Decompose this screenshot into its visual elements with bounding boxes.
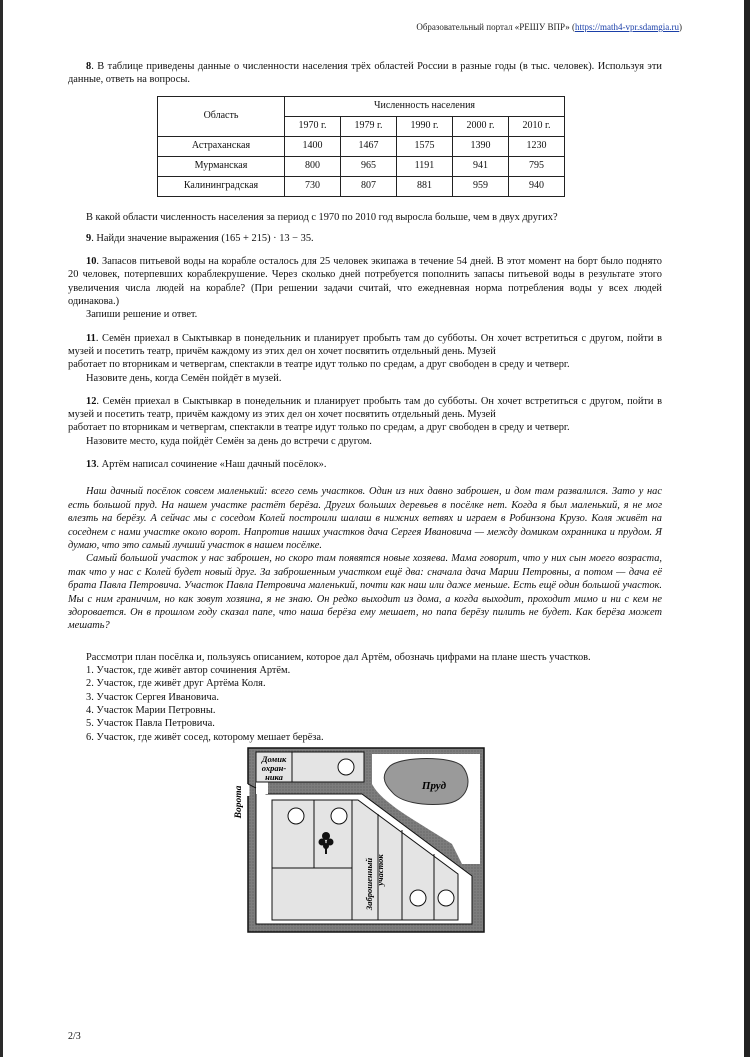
- value-cell: 1390: [453, 136, 509, 156]
- value-cell: 965: [341, 156, 397, 176]
- portal-name: Образовательный портал «РЕШУ ВПР» (: [416, 22, 575, 32]
- table-row: [158, 136, 565, 156]
- task12-text2: работает по вторникам и четвергам, спектакли в театре идут только по средам, а друг свободен в среду и четверг.: [68, 422, 570, 434]
- list-item: 3. Участок Сергея Ивановича.: [86, 691, 219, 703]
- page-number: 2/3: [68, 1031, 81, 1042]
- year-cell: 2010 г.: [509, 116, 565, 136]
- value-cell: 1400: [285, 136, 341, 156]
- task11-question: Назовите день, когда Семён пойдёт в музей.: [86, 372, 282, 384]
- list-item: 4. Участок Марии Петровны.: [86, 705, 216, 716]
- task11-text: . Семён приехал в Сыктывкар в понедельник и планирует пробыть там до субботы. Он хочет встретиться с другом, пойти в музей и посетить театр, причём каждому из этих дел он хочет посвятить отдельный день. Музей: [68, 332, 662, 357]
- guard-house-label: ника: [265, 772, 283, 782]
- value-cell: 795: [509, 156, 565, 176]
- abandoned-label: Заброшенный: [364, 857, 374, 911]
- population-table: [157, 96, 565, 197]
- task12-text: . Семён приехал в Сыктывкар в понедельник и планирует пробыть там до субботы. Он хочет встретиться с другом, пойти в музей и посетить театр, причём каждому из этих дел он хочет посвятить отдельный день. Музей: [68, 395, 662, 421]
- task9: [68, 232, 662, 245]
- plot-marker-circle[interactable]: [288, 808, 304, 824]
- table-row: [158, 176, 565, 196]
- plot-marker-circle[interactable]: [410, 890, 426, 906]
- task8-text: . В таблице приведены данные о численности населения трёх областей России в разные годы (в тыс. человек). Используя эти данные, ответь на вопросы.: [68, 61, 662, 86]
- value-cell: 730: [285, 176, 341, 196]
- value-cell: 1575: [397, 136, 453, 156]
- pond-label: Пруд: [421, 780, 447, 792]
- table-row: [158, 156, 565, 176]
- task12-question: Назовите место, куда пойдёт Семён за день до встречи с другом.: [86, 435, 372, 447]
- task11-number: 11: [86, 332, 96, 344]
- task13: [68, 458, 662, 471]
- task9-text: . Найди значение выражения (165 + 215) · 13 − 35.: [91, 232, 314, 244]
- guard-house-label: Домик: [261, 754, 287, 764]
- task10-answer: Запиши решение и ответ.: [86, 309, 198, 321]
- year-cell: 1990 г.: [397, 116, 453, 136]
- plan-gate-road: [256, 782, 268, 794]
- plot-marker-circle[interactable]: [331, 808, 347, 824]
- plot-marker-circle[interactable]: [338, 759, 354, 775]
- plot-marker-circle[interactable]: [438, 890, 454, 906]
- abandoned-label: участок: [375, 854, 385, 886]
- value-cell: 940: [509, 176, 565, 196]
- year-cell: 2000 г.: [453, 116, 509, 136]
- essay-paragraph-1: Наш дачный посёлок совсем маленький: всего семь участков. Один из них давно заброшен, и дом там развалился. Зато у нас есть большой пруд. На нашем участке растёт берёза. Других больших деревьев в посёлке нет. Когда я был маленький, я не мог влезть на берёзу. А сейчас мы с соседом Колей построили шалаш в нижних ветвях и играем в Робинзона Крузо. Коля живёт на соседнем с нами участке около ворот. Напротив наших участков дача Сергея Ивановича — между домиком охранника и прудом. Я думаю, что это самый лучший участок в нашем посёлке.: [68, 486, 662, 551]
- region-cell: Калининградская: [158, 176, 285, 196]
- essay-paragraph-2: Самый большой участок у нас заброшен, но скоро там появятся новые хозяева. Мама говорит, что у них сын моего возраста, так что у нас с Колей будет новый друг. За заброшенным участком ещё два: сначала дача Марии Петровны, а потом — дача её брата Павла Петровича. Участок Павла Петровича маленький, почти как наш или даже меньше. Есть ещё один большой участок. Мы с ним граничим, но как зовут хозяина, я не знаю. Он редко выходит из дома, а когда выходит, проходит мимо и ни с кем не здоровается. Он в прошлом году сказал папе, что наша берёза ему мешает, но папа берёзу пилить не будет. Как берёза может мешать?: [68, 553, 662, 632]
- header-population: Численность населения: [285, 96, 565, 116]
- task13-title: . Артём написал сочинение «Наш дачный посёлок».: [96, 459, 327, 471]
- value-cell: 1230: [509, 136, 565, 156]
- task11-text2: работает по вторникам и четвергам, спектакли в театре идут только по средам, а друг свободен в среду и четверг.: [68, 359, 570, 371]
- task10: [68, 255, 662, 308]
- list-item: 1. Участок, где живёт автор сочинения Артём.: [86, 665, 291, 677]
- task10-text: . Запасов питьевой воды на корабле осталось для 25 человек экипажа в течение 54 дней. В этот момент на борт было поднято 20 человек, потерпевших кораблекрушение. Через сколько дней потребуется пополнить запасы питьевой воды в результате этого увеличения числа людей на корабле? (При решении задачи считай, что ежедневная норма потребления воды у всех людей одинакова.): [68, 256, 662, 308]
- task13-instruction: Рассмотри план посёлка и, пользуясь описанием, которое дал Артём, обозначь цифрами на плане шесть участков.: [86, 651, 591, 663]
- value-cell: 941: [453, 156, 509, 176]
- year-cell: 1970 г.: [285, 116, 341, 136]
- task8-intro: [68, 60, 662, 87]
- region-cell: Мурманская: [158, 156, 285, 176]
- gate-label: Ворота: [234, 785, 244, 819]
- value-cell: 1467: [341, 136, 397, 156]
- value-cell: 807: [341, 176, 397, 196]
- task10-number: 10: [86, 256, 97, 268]
- page-content: [68, 60, 662, 744]
- region-cell: Астраханская: [158, 136, 285, 156]
- list-item: 2. Участок, где живёт друг Артёма Коля.: [86, 678, 266, 690]
- value-cell: 1191: [397, 156, 453, 176]
- task8-question: В какой области численность населения за период с 1970 по 2010 год выросла больше, чем в двух других?: [86, 211, 558, 223]
- value-cell: 959: [453, 176, 509, 196]
- task13-number: 13: [86, 459, 97, 471]
- header-region: Область: [158, 96, 285, 136]
- task8-number: 8: [86, 61, 92, 72]
- value-cell: 881: [397, 176, 453, 196]
- page-header: [416, 22, 682, 32]
- list-item: 5. Участок Павла Петровича.: [86, 718, 215, 730]
- list-item: 6. Участок, где живёт сосед, которому мешает берёза.: [86, 731, 324, 743]
- header-paren: ): [679, 22, 682, 32]
- portal-link[interactable]: https://math4-vpr.sdamgia.ru: [575, 22, 679, 32]
- year-cell: 1979 г.: [341, 116, 397, 136]
- guard-house-label: охран-: [261, 763, 287, 773]
- task12: [68, 395, 662, 422]
- value-cell: 800: [285, 156, 341, 176]
- task11: [68, 332, 662, 359]
- task9-number: 9: [86, 232, 92, 244]
- task12-number: 12: [86, 395, 97, 407]
- village-plan: [222, 744, 492, 936]
